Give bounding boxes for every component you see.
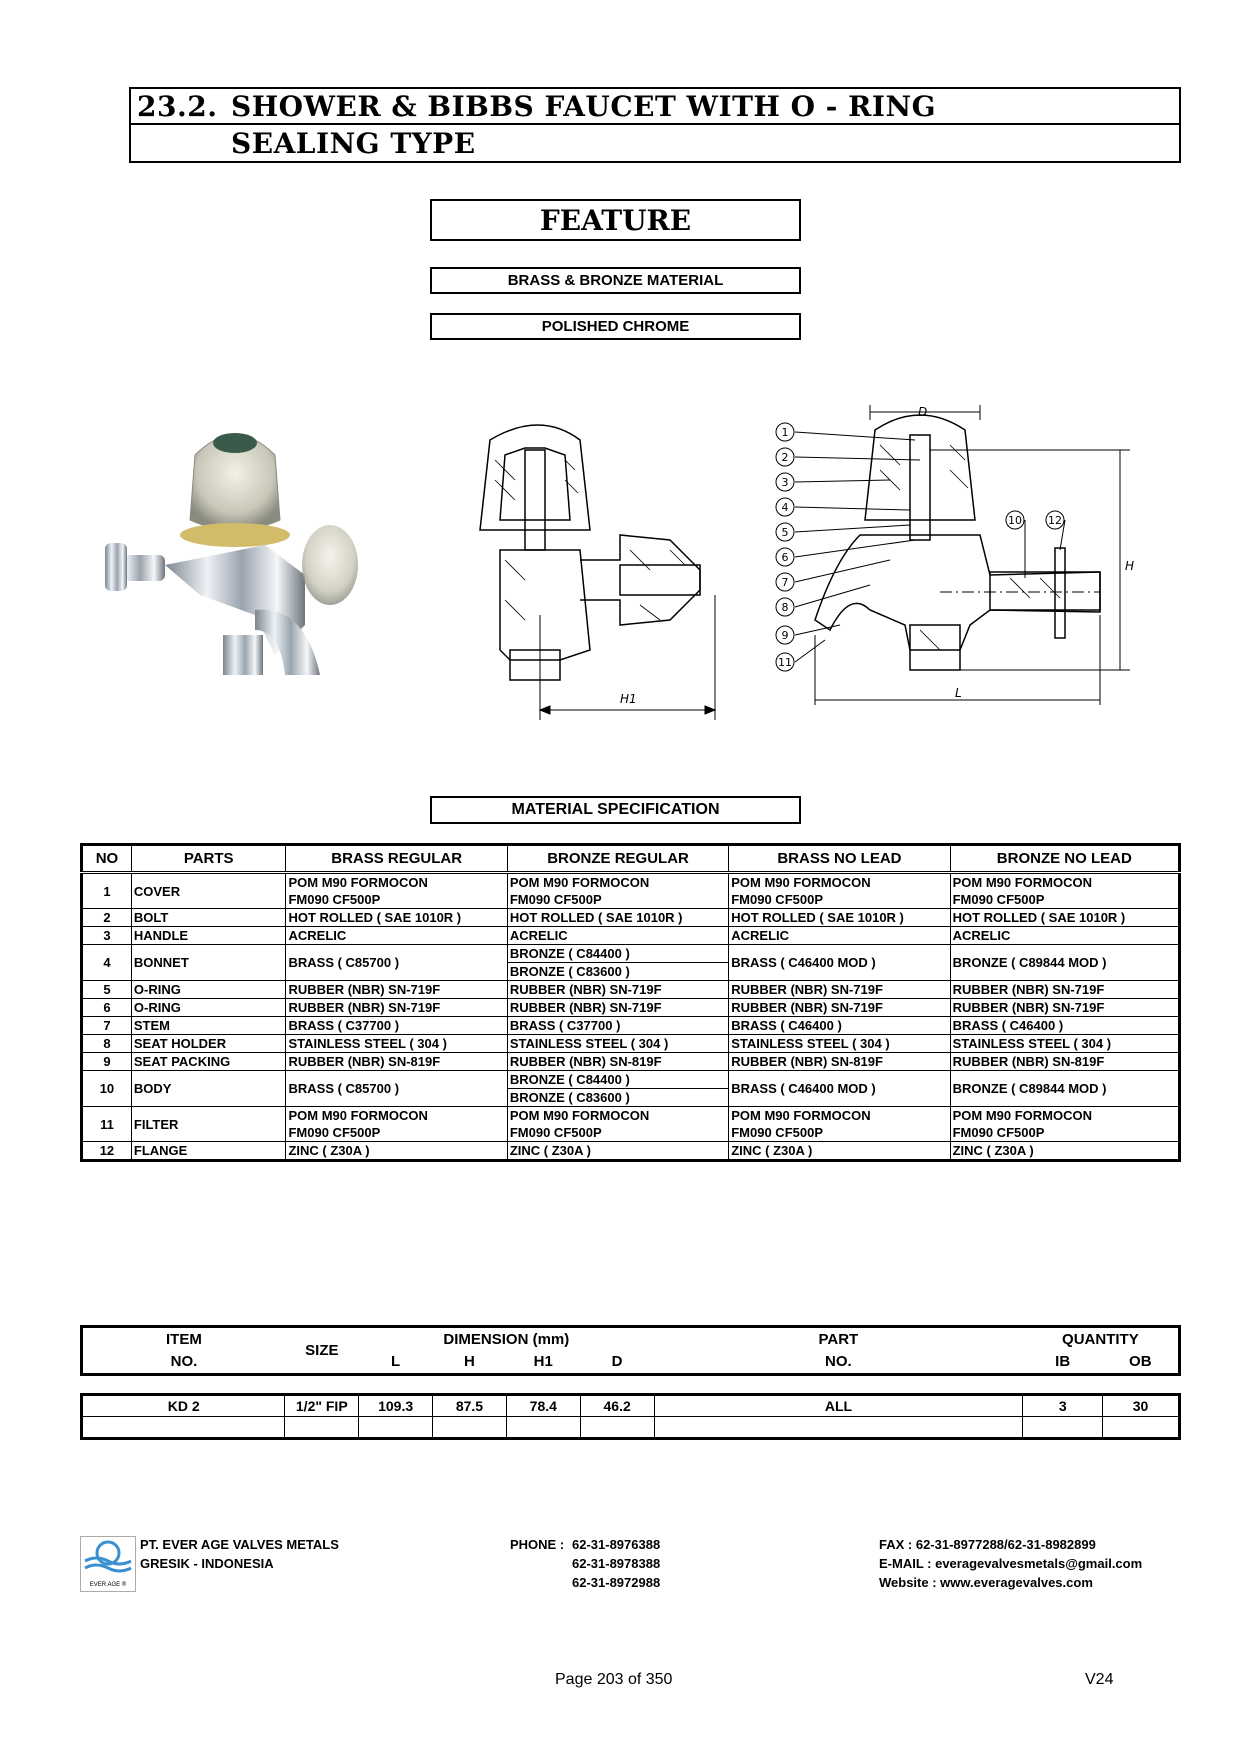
column-header: BRONZE REGULAR [507,845,728,873]
table-cell: BRONZE ( C83600 ) [507,1089,728,1107]
table-cell: HOT ROLLED ( SAE 1010R ) [950,909,1179,927]
section-number: 23.2. [137,89,218,123]
table-cell: RUBBER (NBR) SN-819F [950,1053,1179,1071]
cell-line: POM M90 FORMOCON [731,875,871,890]
table-row [82,1053,1180,1071]
feature-item: BRASS & BRONZE MATERIAL [430,267,801,294]
table-cell: ACRELIC [950,927,1179,945]
cell-line: FM090 CF500P [952,1125,1045,1140]
table-cell: 2 [82,909,132,927]
part-balloon-label: 4 [781,501,789,514]
column-header: BRONZE NO LEAD [950,845,1179,873]
table-cell: BRONZE ( C83600 ) [507,963,728,981]
table-cell: BRONZE ( C84400 ) [507,945,728,963]
cell-line: POM M90 FORMOCON [731,1108,871,1123]
cell-line: POM M90 FORMOCON [952,1108,1093,1123]
phone-number: 62-31-8978388 [572,1556,661,1571]
dim-label-l: L [955,686,962,700]
table-cell: BRASS ( C37700 ) [507,1017,728,1035]
table-row [82,1071,1180,1089]
version-label: V24 [1085,1671,1114,1688]
part-balloon-label: 10 [1008,514,1022,527]
table-row-empty [82,1417,1180,1439]
table-cell: 7 [82,1017,132,1035]
dimension-table [80,1393,1181,1440]
table-cell: BRONZE ( C89844 MOD ) [950,1071,1179,1107]
part-balloon-label: 6 [781,551,789,564]
table-cell [507,873,728,909]
product-photo [105,425,375,685]
table-cell: RUBBER (NBR) SN-719F [507,981,728,999]
email: E-MAIL : everagevalvesmetals@gmail.com [879,1556,1143,1571]
table-cell: 4 [82,945,132,981]
table-cell: BRASS ( C37700 ) [286,1017,507,1035]
table-cell: BRASS ( C46400 ) [950,1017,1179,1035]
part-balloon-label: 5 [781,526,789,539]
part-balloon-label: 2 [781,451,789,464]
table-cell [950,873,1179,909]
header-d: D [611,1353,623,1371]
table-row [82,927,1180,945]
part-balloon-label: 11 [778,656,792,669]
table-cell: ZINC ( Z30A ) [286,1142,507,1161]
table-row [82,1017,1180,1035]
table-cell [729,1107,950,1142]
page-number: Page 203 of 350 [555,1671,673,1688]
feature-item: POLISHED CHROME [430,313,801,340]
cell-h: 87.5 [433,1395,507,1417]
logo-text: EVER AGE ® [89,1582,127,1588]
cell-line: POM M90 FORMOCON [952,875,1093,890]
cell-line: POM M90 FORMOCON [288,875,428,890]
table-cell: BRASS ( C46400 MOD ) [729,1071,950,1107]
dim-label-h: H [1125,559,1135,573]
part-balloon-label: 3 [781,476,789,489]
table-cell: RUBBER (NBR) SN-719F [507,999,728,1017]
table-cell: HOT ROLLED ( SAE 1010R ) [286,909,507,927]
phone-number: 62-31-8972988 [572,1575,661,1590]
cell-item: KD 2 [82,1395,285,1417]
table-cell: STAINLESS STEEL ( 304 ) [950,1035,1179,1053]
header-quantity: QUANTITY [1062,1330,1139,1348]
table-cell: BRASS ( C85700 ) [286,1071,507,1107]
header-item: ITEM [166,1330,202,1348]
company-location: GRESIK - INDONESIA [140,1556,274,1571]
material-spec-heading: MATERIAL SPECIFICATION [430,796,801,824]
cell-line: FM090 CF500P [731,892,823,907]
table-cell: BODY [131,1071,286,1107]
table-cell: STAINLESS STEEL ( 304 ) [507,1035,728,1053]
header-ob: OB [1129,1353,1152,1371]
table-cell: 8 [82,1035,132,1053]
table-row [82,873,1180,909]
part-balloon-label: 8 [781,601,789,614]
company-logo [80,1536,136,1592]
table-cell: RUBBER (NBR) SN-719F [286,999,507,1017]
table-cell [729,873,950,909]
table-cell: COVER [131,873,286,909]
main-section-drawing [770,400,1150,720]
header-ib: IB [1055,1353,1071,1371]
phone-label: PHONE : [510,1537,565,1552]
column-header: BRASS NO LEAD [729,845,950,873]
table-cell: FLANGE [131,1142,286,1161]
table-cell: 9 [82,1053,132,1071]
part-balloon-label: 1 [781,426,789,439]
table-cell: RUBBER (NBR) SN-719F [286,981,507,999]
table-cell: 1 [82,873,132,909]
table-cell: STAINLESS STEEL ( 304 ) [729,1035,950,1053]
dim-label-h1: H1 [620,692,637,706]
table-cell [950,1107,1179,1142]
table-cell: O-RING [131,999,286,1017]
table-cell: O-RING [131,981,286,999]
table-cell: BRONZE ( C84400 ) [507,1071,728,1089]
cell-line: POM M90 FORMOCON [509,1108,650,1123]
table-cell: BRASS ( C46400 MOD ) [729,945,950,981]
cell-h1: 78.4 [506,1395,580,1417]
cell-ib: 3 [1023,1395,1103,1417]
wave-logo-icon [81,1537,135,1577]
table-cell: RUBBER (NBR) SN-819F [729,1053,950,1071]
header-h: H [464,1353,475,1371]
table-cell: 12 [82,1142,132,1161]
header-part: PART [818,1330,859,1348]
side-section-drawing [470,420,740,720]
table-cell: RUBBER (NBR) SN-719F [950,999,1179,1017]
table-cell: HOT ROLLED ( SAE 1010R ) [729,909,950,927]
table-cell: SEAT HOLDER [131,1035,286,1053]
cell-size: 1/2" FIP [285,1395,359,1417]
column-header: BRASS REGULAR [286,845,507,873]
table-cell: 5 [82,981,132,999]
table-cell: RUBBER (NBR) SN-819F [507,1053,728,1071]
table-cell [286,873,507,909]
part-balloon-label: 9 [781,629,789,642]
table-cell: STAINLESS STEEL ( 304 ) [286,1035,507,1053]
feature-heading: FEATURE [430,199,801,241]
table-cell: ZINC ( Z30A ) [729,1142,950,1161]
cell-line: FM090 CF500P [731,1125,823,1140]
company-name: PT. EVER AGE VALVES METALS [140,1537,339,1552]
table-row [82,999,1180,1017]
title-line1: SHOWER & BIBBS FAUCET WITH O - RING [231,89,937,123]
table-row [82,1395,1180,1417]
cell-ob: 30 [1103,1395,1180,1417]
header-item-no: NO. [170,1353,198,1371]
cell-l: 109.3 [359,1395,433,1417]
table-cell: 3 [82,927,132,945]
table-cell: BRASS ( C46400 ) [729,1017,950,1035]
cell-d: 46.2 [580,1395,654,1417]
cell-line: FM090 CF500P [509,892,602,907]
table-cell: HOT ROLLED ( SAE 1010R ) [507,909,728,927]
header-dimension: DIMENSION (mm) [443,1330,570,1348]
table-cell: FILTER [131,1107,286,1142]
table-cell: ZINC ( Z30A ) [507,1142,728,1161]
cell-line: POM M90 FORMOCON [288,1108,428,1123]
fax: FAX : 62-31-8977288/62-31-8982899 [879,1537,1096,1552]
table-row [82,945,1180,963]
cell-line: FM090 CF500P [288,1125,381,1140]
table-row [82,909,1180,927]
title-line2: SEALING TYPE [231,126,476,160]
column-header: PARTS [131,845,286,873]
table-cell [507,1107,728,1142]
table-cell: STEM [131,1017,286,1035]
dimension-header-table [80,1325,1181,1376]
table-cell: BOLT [131,909,286,927]
material-table [80,843,1181,1162]
cell-part: ALL [654,1395,1023,1417]
table-row [82,1035,1180,1053]
table-cell: RUBBER (NBR) SN-719F [950,981,1179,999]
table-cell: RUBBER (NBR) SN-719F [729,999,950,1017]
cell-line: FM090 CF500P [509,1125,602,1140]
header-size: SIZE [305,1342,339,1359]
table-cell: RUBBER (NBR) SN-819F [286,1053,507,1071]
cell-line: FM090 CF500P [288,892,381,907]
cell-line: POM M90 FORMOCON [509,875,650,890]
part-balloon-label: 12 [1048,514,1062,527]
table-cell: 10 [82,1071,132,1107]
table-cell: BRONZE ( C89844 MOD ) [950,945,1179,981]
table-cell: HANDLE [131,927,286,945]
phone-number: 62-31-8976388 [572,1537,661,1552]
website: Website : www.everagevalves.com [879,1575,1093,1590]
title-box [129,87,1181,163]
cell-line: FM090 CF500P [952,892,1045,907]
table-cell: ACRELIC [286,927,507,945]
part-balloon-label: 7 [781,576,789,589]
header-h1: H1 [533,1353,553,1371]
table-cell: BRASS ( C85700 ) [286,945,507,981]
table-row [82,1142,1180,1161]
header-part-no: NO. [825,1353,852,1371]
table-cell: 11 [82,1107,132,1142]
header-l: L [391,1353,401,1371]
table-cell: ACRELIC [507,927,728,945]
table-cell: 6 [82,999,132,1017]
column-header: NO [82,845,132,873]
table-cell: SEAT PACKING [131,1053,286,1071]
table-cell [286,1107,507,1142]
table-cell: ACRELIC [729,927,950,945]
dim-label-d: D [918,405,928,419]
table-cell: RUBBER (NBR) SN-719F [729,981,950,999]
table-cell: ZINC ( Z30A ) [950,1142,1179,1161]
table-row [82,981,1180,999]
table-cell: BONNET [131,945,286,981]
table-row [82,1107,1180,1142]
